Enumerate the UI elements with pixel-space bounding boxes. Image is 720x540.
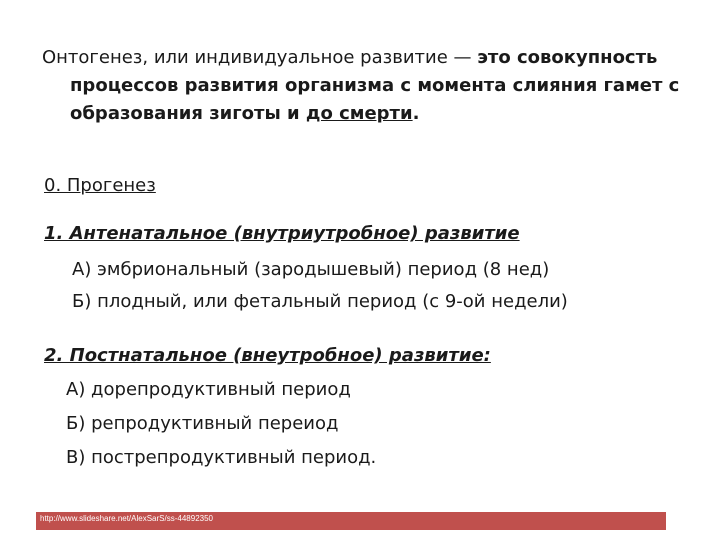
antenatal-item-b: Б) плодный, или фетальный период (с 9-ой недели): [72, 291, 568, 312]
definition-bold-start: это совокупность: [477, 47, 658, 68]
postnatal-item-b: Б) репродуктивный переиод: [66, 413, 339, 434]
definition-period: .: [412, 103, 420, 124]
antenatal-item-a: А) эмбриональный (зародышевый) период (8 нед): [72, 259, 550, 280]
section-postnatal-heading: 2. Постнатальное (внеутробное) развитие:: [44, 345, 491, 366]
definition-line-2: процессов развития организма с момента слияния гамет с: [70, 75, 680, 96]
postnatal-item-a: А) дорепродуктивный период: [66, 379, 351, 400]
definition-underline: до смерти: [305, 103, 413, 124]
footer-bar: [36, 512, 666, 530]
section-antenatal-heading: 1. Антенатальное (внутриутробное) развитие: [44, 223, 520, 244]
definition-line-1: [42, 44, 692, 72]
definition-line-3: [42, 100, 692, 128]
postnatal-item-c: В) пострепродуктивный период.: [66, 447, 377, 468]
definition-paragraph: [42, 44, 692, 128]
definition-term: Онтогенез, или индивидуальное развитие —: [42, 47, 478, 68]
section-progenesis-heading: 0. Прогенез: [44, 175, 156, 196]
definition-bold-end: образования зиготы и: [70, 103, 306, 124]
footer-source-link[interactable]: http://www.slideshare.net/AlexSarS/ss-44892350: [40, 514, 213, 523]
